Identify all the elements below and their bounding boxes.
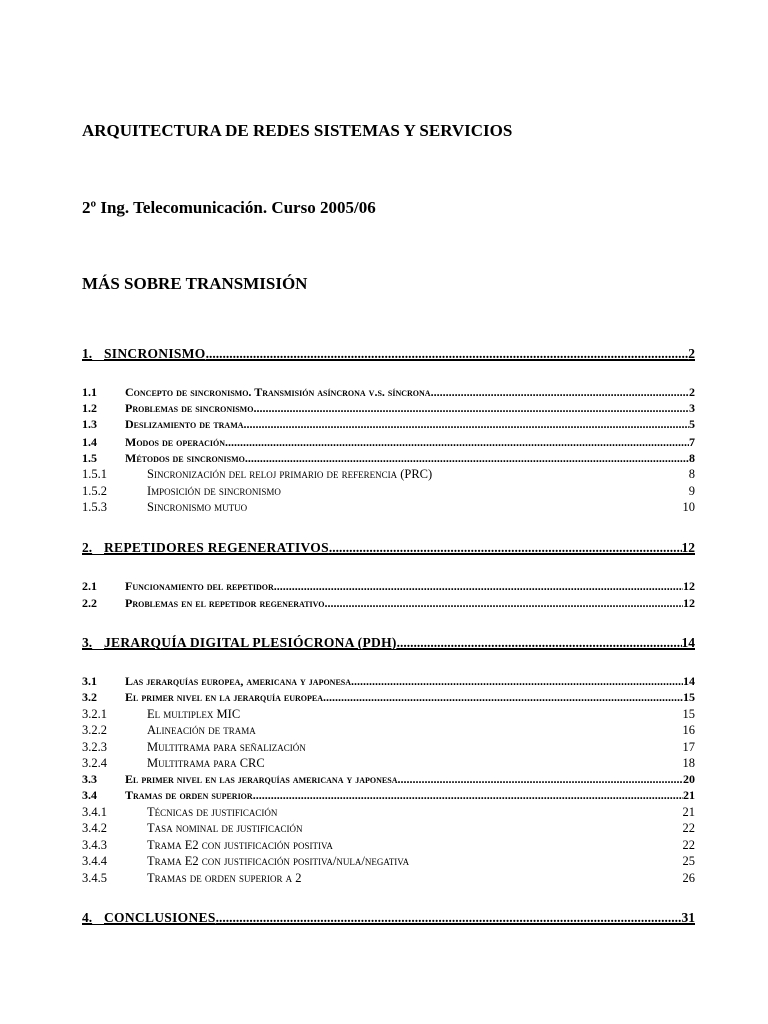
subject-heading: MÁS SOBRE TRANSMISIÓN (82, 274, 308, 293)
toc-leader (253, 402, 689, 414)
toc-title: Trama E2 con justificación positiva (147, 837, 333, 852)
toc-number: 3.2 (82, 690, 97, 704)
toc-page: 9 (688, 483, 695, 498)
toc-entry-4[interactable] (82, 906, 695, 924)
toc-title: Multitrama para señalización (147, 739, 306, 754)
toc-title: El multiplex MIC (147, 706, 241, 721)
toc-title: Alineación de trama (147, 722, 256, 737)
toc-page: 25 (682, 853, 695, 868)
toc-title: Imposición de sincronismo (147, 483, 281, 498)
toc-title: Modos de operación (125, 435, 226, 449)
toc-number: 3.4.3 (82, 837, 107, 852)
toc-entry-3-4-2[interactable] (82, 818, 695, 834)
toc-number: 1.5 (82, 451, 97, 465)
toc-number: 3.4 (82, 788, 97, 802)
toc-leader (274, 580, 683, 592)
section-rule (82, 649, 695, 650)
toc-entry-3-2[interactable] (82, 687, 695, 703)
toc-entry-3-4-3[interactable] (82, 835, 695, 851)
toc-page: 16 (682, 722, 695, 737)
toc-entry-3[interactable] (82, 631, 695, 649)
toc-entry-1-4[interactable] (82, 432, 695, 448)
toc-page: 21 (682, 804, 695, 819)
toc-entry-1-1[interactable] (82, 382, 695, 398)
toc-entry-3-2-1[interactable] (82, 704, 695, 720)
toc-title: Problemas de sincronismo (125, 401, 254, 415)
toc-entry-1-5-2[interactable] (82, 481, 695, 497)
toc-leader (397, 773, 683, 785)
toc-number: 3.4.2 (82, 820, 107, 835)
toc-leader (206, 347, 689, 361)
toc-title: Multitrama para CRC (147, 755, 265, 770)
toc-number: 3.4.5 (82, 870, 107, 885)
toc-page: 8 (688, 466, 695, 481)
toc-page: 8 (689, 451, 695, 465)
toc-leader (253, 789, 683, 801)
toc-entry-1-5-1[interactable] (82, 464, 695, 480)
toc-page: 12 (683, 596, 695, 610)
toc-number: 1.3 (82, 417, 97, 431)
toc-entry-2-1[interactable] (82, 576, 695, 592)
toc-number: 3.4.1 (82, 804, 107, 819)
toc-entry-1-5-3[interactable] (82, 497, 695, 513)
toc-leader (329, 541, 682, 555)
toc-page: 14 (681, 634, 695, 650)
toc-number: 1.5.3 (82, 499, 107, 514)
toc-leader (351, 675, 683, 687)
toc-page: 12 (683, 579, 695, 593)
toc-title: Deslizamiento de trama (125, 417, 244, 431)
toc-title: REPETIDORES REGENERATIVOS (104, 539, 329, 555)
toc-entry-3-4-4[interactable] (82, 851, 695, 867)
toc-page: 10 (682, 499, 695, 514)
toc-leader (245, 452, 689, 464)
toc-number: 3.2.4 (82, 755, 107, 770)
toc-page: 15 (682, 706, 695, 721)
toc-title: JERARQUÍA DIGITAL PLESIÓCRONA (PDH) (104, 634, 397, 650)
toc-number: 3.2.3 (82, 739, 107, 754)
toc-title: Técnicas de justificación (147, 804, 278, 819)
toc-title: CONCLUSIONES (104, 909, 216, 925)
toc-page: 7 (689, 435, 695, 449)
toc-entry-1-5[interactable] (82, 448, 695, 464)
toc-page: 17 (682, 739, 695, 754)
toc-title: Funcionamiento del repetidor (125, 579, 274, 593)
toc-number: 1. (82, 345, 93, 361)
section-rule (82, 360, 695, 361)
toc-page: 3 (689, 401, 695, 415)
toc-entry-1[interactable] (82, 342, 695, 360)
toc-title: Trama E2 con justificación positiva/nula/negativa (147, 853, 410, 868)
document-title: ARQUITECTURA DE REDES SISTEMAS Y SERVICIOS (82, 121, 513, 140)
toc-entry-3-3[interactable] (82, 769, 695, 785)
toc-title: Tramas de orden superior a 2 (147, 870, 302, 885)
toc-number: 3.4.4 (82, 853, 107, 868)
toc-entry-3-2-3[interactable] (82, 737, 695, 753)
toc-page: 2 (689, 385, 695, 399)
toc-number: 3.2.1 (82, 706, 107, 721)
toc-entry-1-3[interactable] (82, 414, 695, 430)
toc-number: 3.1 (82, 674, 97, 688)
toc-number: 1.4 (82, 435, 97, 449)
toc-entry-3-4-5[interactable] (82, 868, 695, 884)
toc-page: 2 (688, 345, 695, 361)
toc-number: 2.2 (82, 596, 97, 610)
course-line: 2º Ing. Telecomunicación. Curso 2005/06 (82, 198, 376, 217)
toc-page: 21 (683, 788, 695, 802)
toc-title: Tasa nominal de justificación (147, 820, 303, 835)
toc-page: 22 (682, 820, 695, 835)
toc-leader (431, 386, 689, 398)
toc-entry-3-4[interactable] (82, 785, 695, 801)
toc-number: 1.2 (82, 401, 97, 415)
toc-entry-3-4-1[interactable] (82, 802, 695, 818)
toc-leader (225, 436, 689, 448)
toc-number: 3.2.2 (82, 722, 107, 737)
toc-entry-2-2[interactable] (82, 593, 695, 609)
toc-entry-3-2-4[interactable] (82, 753, 695, 769)
toc-leader (397, 636, 682, 650)
toc-page: 12 (681, 539, 695, 555)
toc-number: 3.3 (82, 772, 97, 786)
toc-leader (244, 418, 689, 430)
toc-number: 2. (82, 539, 93, 555)
toc-page: 15 (683, 690, 695, 704)
toc-title: El primer nivel en las jerarquías americana y japonesa (125, 772, 398, 786)
toc-number: 1.1 (82, 385, 97, 399)
toc-page: 22 (682, 837, 695, 852)
toc-title: Métodos de sincronismo (125, 451, 245, 465)
toc-number: 1.5.1 (82, 466, 107, 481)
toc-number: 4. (82, 909, 93, 925)
toc-title: Concepto de sincronismo. Transmisión asíncrona v.s. síncrona (125, 385, 431, 399)
toc-page: 18 (682, 755, 695, 770)
toc-title: Problemas en el repetidor regenerativo (125, 596, 325, 610)
toc-leader (325, 597, 684, 609)
toc-page: 5 (689, 417, 695, 431)
toc-title: El primer nivel en la jerarquía europea (125, 690, 324, 704)
toc-title: Sincronización del reloj primario de referencia (PRC) (147, 466, 433, 481)
toc-page: 26 (682, 870, 695, 885)
toc-title: Tramas de orden superior (125, 788, 253, 802)
section-rule (82, 924, 695, 925)
toc-entry-2[interactable] (82, 536, 695, 554)
toc-leader (323, 691, 683, 703)
toc-entry-3-1[interactable] (82, 671, 695, 687)
toc-entry-1-2[interactable] (82, 398, 695, 414)
toc-leader (216, 911, 682, 925)
toc-page: 20 (683, 772, 695, 786)
toc-title: Sincronismo mutuo (147, 499, 248, 514)
toc-title: SINCRONISMO (104, 345, 206, 361)
toc-entry-3-2-2[interactable] (82, 720, 695, 736)
toc-number: 3. (82, 634, 93, 650)
toc-number: 2.1 (82, 579, 97, 593)
toc-page: 14 (683, 674, 695, 688)
section-rule (82, 554, 695, 555)
toc-title: Las jerarquías europea, americana y japonesa (125, 674, 352, 688)
toc-page: 31 (681, 909, 695, 925)
toc-number: 1.5.2 (82, 483, 107, 498)
